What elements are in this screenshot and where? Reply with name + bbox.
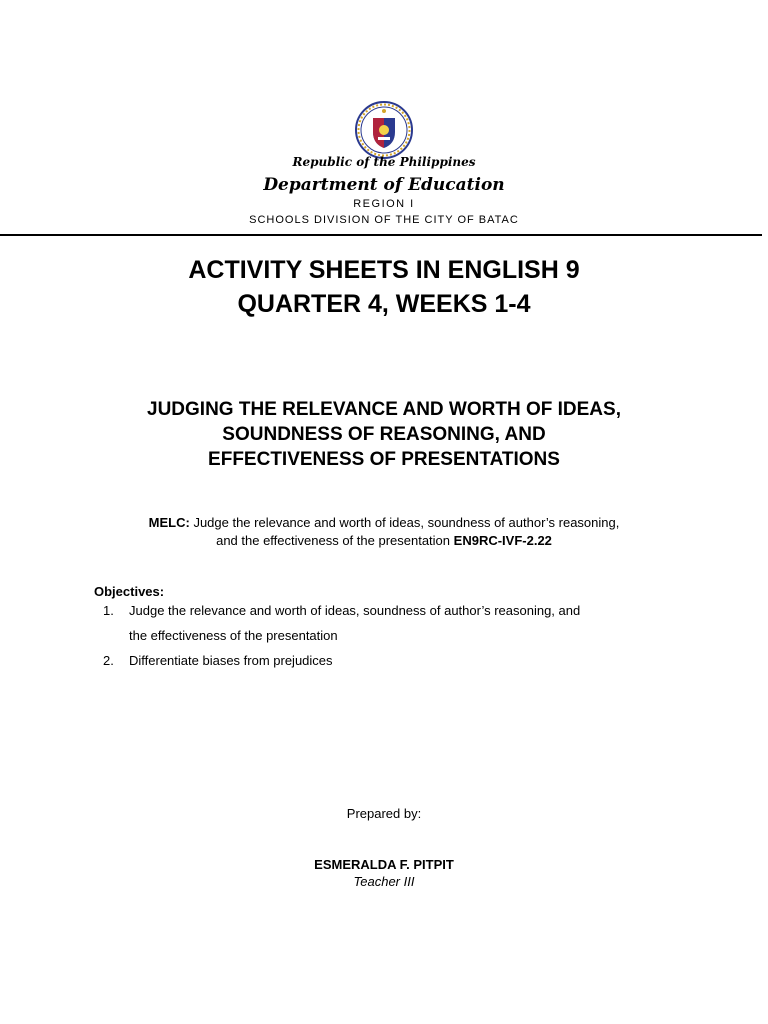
prepared-by-label: Prepared by: [346,806,422,821]
region-label: REGION I [353,198,415,210]
melc-code: EN9RC-IVF-2.22 [453,533,552,548]
title-line-2: QUARTER 4, WEEKS 1-4 [237,290,531,318]
lesson-title-line-3: EFFECTIVENESS OF PRESENTATIONS [208,449,560,470]
department-heading: Department of Education [263,175,505,195]
author-role: Teacher III [353,874,415,889]
lesson-title-line-2: SOUNDNESS OF REASONING, AND [222,424,546,445]
objective-number: 1. [103,603,114,618]
deped-seal-icon [354,100,414,160]
objective-item [94,648,694,673]
objective-item [94,598,694,648]
lesson-title-line-1: JUDGING THE RELEVANCE AND WORTH OF IDEAS, [147,399,621,420]
header-divider [0,234,762,236]
page-title [0,253,768,321]
republic-heading: Republic of the Philippines [292,155,476,169]
melc-text-1: Judge the relevance and worth of ideas, soundness of author’s reasoning, [193,515,620,530]
lesson-title [0,397,768,472]
objective-text-line: the effectiveness of the presentation [129,628,338,643]
author-name: ESMERALDA F. PITPIT [314,857,454,872]
objectives-heading: Objectives: [94,584,165,599]
melc-text-2: and the effectiveness of the presentation [216,533,451,548]
objective-number: 2. [103,653,114,668]
title-line-1: ACTIVITY SHEETS IN ENGLISH 9 [188,256,580,284]
melc-statement [0,514,768,550]
objective-text-line: Differentiate biases from prejudices [129,653,333,668]
division-label: SCHOOLS DIVISION OF THE CITY OF BATAC [249,214,519,226]
melc-label: MELC: [148,515,190,530]
objective-text-line: Judge the relevance and worth of ideas, soundness of author’s reasoning, and [129,603,581,618]
